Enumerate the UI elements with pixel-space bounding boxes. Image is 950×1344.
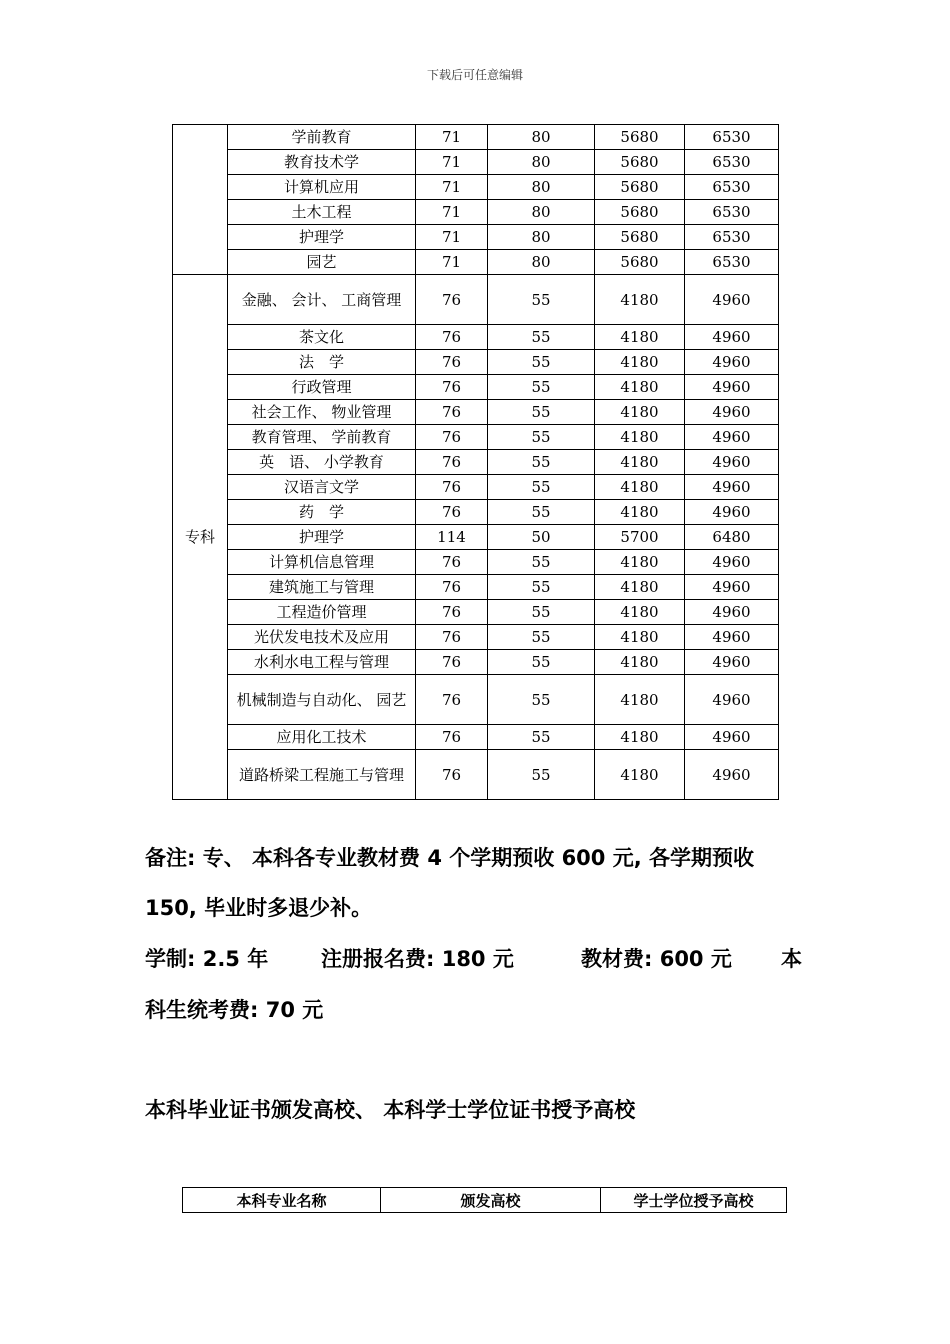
value-cell-c3: 4180: [595, 725, 685, 750]
major-name-cell: 行政管理: [228, 375, 416, 400]
table-row: [173, 750, 779, 800]
value-cell-c1: 114: [416, 525, 488, 550]
value-cell-c4: 4960: [685, 625, 779, 650]
table-row: [173, 650, 779, 675]
value-cell-c1: 71: [416, 200, 488, 225]
major-name-cell: 光伏发电技术及应用: [228, 625, 416, 650]
value-cell-c2: 55: [488, 275, 595, 325]
value-cell-c4: 4960: [685, 325, 779, 350]
value-cell-c1: 76: [416, 550, 488, 575]
major-name-cell: 计算机信息管理: [228, 550, 416, 575]
table-row: [173, 225, 779, 250]
value-cell-c4: 6530: [685, 175, 779, 200]
value-cell-c3: 4180: [595, 575, 685, 600]
value-cell-c1: 76: [416, 750, 488, 800]
value-cell-c2: 80: [488, 250, 595, 275]
value-cell-c2: 55: [488, 425, 595, 450]
note-line-4: 科生统考费: 70 元: [145, 998, 324, 1022]
value-cell-c4: 4960: [685, 675, 779, 725]
value-cell-c1: 71: [416, 150, 488, 175]
value-cell-c4: 4960: [685, 475, 779, 500]
value-cell-c3: 4180: [595, 450, 685, 475]
value-cell-c1: 71: [416, 175, 488, 200]
value-cell-c4: 4960: [685, 550, 779, 575]
major-name-cell: 茶文化: [228, 325, 416, 350]
major-name-cell: 社会工作、 物业管理: [228, 400, 416, 425]
value-cell-c2: 55: [488, 325, 595, 350]
major-name-cell: 教育管理、 学前教育: [228, 425, 416, 450]
value-cell-c2: 55: [488, 450, 595, 475]
note-line-3: [145, 943, 815, 973]
value-cell-c2: 55: [488, 350, 595, 375]
value-cell-c1: 76: [416, 500, 488, 525]
value-cell-c4: 4960: [685, 425, 779, 450]
value-cell-c4: 4960: [685, 400, 779, 425]
value-cell-c2: 80: [488, 200, 595, 225]
page-header: 下载后可任意编辑: [426, 68, 523, 82]
group-cell: [173, 125, 228, 275]
value-cell-c4: 6530: [685, 250, 779, 275]
value-cell-c3: 4180: [595, 675, 685, 725]
major-name-cell: 工程造价管理: [228, 600, 416, 625]
value-cell-c4: 4960: [685, 650, 779, 675]
major-name-cell: 学前教育: [228, 125, 416, 150]
value-cell-c1: 76: [416, 600, 488, 625]
value-cell-c3: 4180: [595, 550, 685, 575]
value-cell-c4: 4960: [685, 575, 779, 600]
value-cell-c2: 50: [488, 525, 595, 550]
table-row: [173, 400, 779, 425]
value-cell-c3: 4180: [595, 325, 685, 350]
table-row: [173, 725, 779, 750]
value-cell-c1: 76: [416, 325, 488, 350]
table-row: [173, 475, 779, 500]
value-cell-c2: 55: [488, 500, 595, 525]
value-cell-c2: 80: [488, 125, 595, 150]
value-cell-c4: 4960: [685, 725, 779, 750]
duration-text: 学制: 2.5 年: [145, 947, 269, 971]
value-cell-c2: 55: [488, 750, 595, 800]
table-row: [173, 250, 779, 275]
value-cell-c3: 4180: [595, 600, 685, 625]
cert-table-header-row: [183, 1188, 787, 1213]
fee-table: [172, 124, 779, 800]
value-cell-c1: 76: [416, 450, 488, 475]
value-cell-c4: 4960: [685, 275, 779, 325]
major-name-cell: 教育技术学: [228, 150, 416, 175]
major-name-cell: 园艺: [228, 250, 416, 275]
value-cell-c2: 55: [488, 475, 595, 500]
table-row: [173, 525, 779, 550]
value-cell-c3: 4180: [595, 500, 685, 525]
value-cell-c1: 71: [416, 225, 488, 250]
table-row: [173, 675, 779, 725]
value-cell-c3: 5680: [595, 125, 685, 150]
value-cell-c2: 55: [488, 650, 595, 675]
major-name-cell: 英 语、 小学教育: [228, 450, 416, 475]
table-row: [173, 325, 779, 350]
table-row: [173, 275, 779, 325]
col-header-degree-university: 学士学位授予高校: [601, 1188, 787, 1213]
major-name-cell: 计算机应用: [228, 175, 416, 200]
table-row: [173, 450, 779, 475]
value-cell-c3: 4180: [595, 350, 685, 375]
value-cell-c3: 5680: [595, 250, 685, 275]
value-cell-c2: 55: [488, 725, 595, 750]
table-row: [173, 600, 779, 625]
major-name-cell: 汉语言文学: [228, 475, 416, 500]
table-row: [173, 125, 779, 150]
value-cell-c4: 4960: [685, 750, 779, 800]
value-cell-c2: 80: [488, 150, 595, 175]
major-name-cell: 水利水电工程与管理: [228, 650, 416, 675]
value-cell-c1: 71: [416, 250, 488, 275]
value-cell-c1: 76: [416, 475, 488, 500]
major-name-cell: 金融、 会计、 工商管理: [228, 275, 416, 325]
value-cell-c4: 4960: [685, 450, 779, 475]
value-cell-c1: 76: [416, 625, 488, 650]
table-row: [173, 150, 779, 175]
value-cell-c2: 55: [488, 550, 595, 575]
table-row: [173, 500, 779, 525]
value-cell-c4: 4960: [685, 500, 779, 525]
note-line-3-tail: 本: [781, 947, 802, 971]
value-cell-c3: 5680: [595, 150, 685, 175]
col-header-issuing-university: 颁发高校: [381, 1188, 601, 1213]
table-row: [173, 625, 779, 650]
value-cell-c3: 4180: [595, 375, 685, 400]
major-name-cell: 建筑施工与管理: [228, 575, 416, 600]
value-cell-c4: 6530: [685, 125, 779, 150]
note-line-1: 备注: 专、 本科各专业教材费 4 个学期预收 600 元, 各学期预收: [145, 846, 754, 870]
value-cell-c3: 5680: [595, 200, 685, 225]
major-name-cell: 机械制造与自动化、 园艺: [228, 675, 416, 725]
value-cell-c3: 4180: [595, 275, 685, 325]
table-row: [173, 350, 779, 375]
table-row: [173, 550, 779, 575]
value-cell-c3: 4180: [595, 475, 685, 500]
value-cell-c2: 80: [488, 175, 595, 200]
value-cell-c4: 6530: [685, 200, 779, 225]
value-cell-c1: 76: [416, 425, 488, 450]
value-cell-c3: 4180: [595, 425, 685, 450]
value-cell-c1: 76: [416, 375, 488, 400]
value-cell-c3: 4180: [595, 750, 685, 800]
value-cell-c3: 5700: [595, 525, 685, 550]
value-cell-c1: 76: [416, 725, 488, 750]
col-header-major-name: 本科专业名称: [183, 1188, 381, 1213]
value-cell-c2: 55: [488, 375, 595, 400]
value-cell-c4: 4960: [685, 600, 779, 625]
table-row: [173, 200, 779, 225]
table-row: [173, 375, 779, 400]
value-cell-c1: 76: [416, 650, 488, 675]
major-name-cell: 药 学: [228, 500, 416, 525]
value-cell-c4: 6480: [685, 525, 779, 550]
table-row: [173, 175, 779, 200]
value-cell-c1: 76: [416, 575, 488, 600]
value-cell-c2: 55: [488, 575, 595, 600]
value-cell-c2: 55: [488, 600, 595, 625]
value-cell-c3: 5680: [595, 175, 685, 200]
value-cell-c4: 6530: [685, 225, 779, 250]
value-cell-c4: 4960: [685, 350, 779, 375]
value-cell-c1: 76: [416, 275, 488, 325]
table-row: [173, 575, 779, 600]
major-name-cell: 应用化工技术: [228, 725, 416, 750]
major-name-cell: 土木工程: [228, 200, 416, 225]
group-label-char: 专: [184, 528, 200, 546]
value-cell-c4: 6530: [685, 150, 779, 175]
value-cell-c1: 76: [416, 350, 488, 375]
value-cell-c3: 4180: [595, 625, 685, 650]
major-name-cell: 道路桥梁工程施工与管理: [228, 750, 416, 800]
major-name-cell: 护理学: [228, 525, 416, 550]
value-cell-c3: 5680: [595, 225, 685, 250]
value-cell-c1: 76: [416, 400, 488, 425]
major-name-cell: 护理学: [228, 225, 416, 250]
value-cell-c4: 4960: [685, 375, 779, 400]
value-cell-c1: 76: [416, 675, 488, 725]
value-cell-c2: 55: [488, 400, 595, 425]
cert-table: [182, 1187, 787, 1213]
value-cell-c2: 55: [488, 625, 595, 650]
group-label-char: 科: [200, 528, 216, 546]
value-cell-c2: 55: [488, 675, 595, 725]
table-row: [173, 425, 779, 450]
value-cell-c1: 71: [416, 125, 488, 150]
section-title: 本科毕业证书颁发高校、 本科学士学位证书授予高校: [145, 1098, 636, 1122]
registration-fee-text: 注册报名费: 180 元: [321, 947, 514, 971]
group-cell: [173, 275, 228, 800]
major-name-cell: 法 学: [228, 350, 416, 375]
value-cell-c3: 4180: [595, 650, 685, 675]
note-line-2: 150, 毕业时多退少补。: [145, 896, 373, 920]
value-cell-c2: 80: [488, 225, 595, 250]
textbook-fee-text: 教材费: 600 元: [581, 947, 732, 971]
value-cell-c3: 4180: [595, 400, 685, 425]
